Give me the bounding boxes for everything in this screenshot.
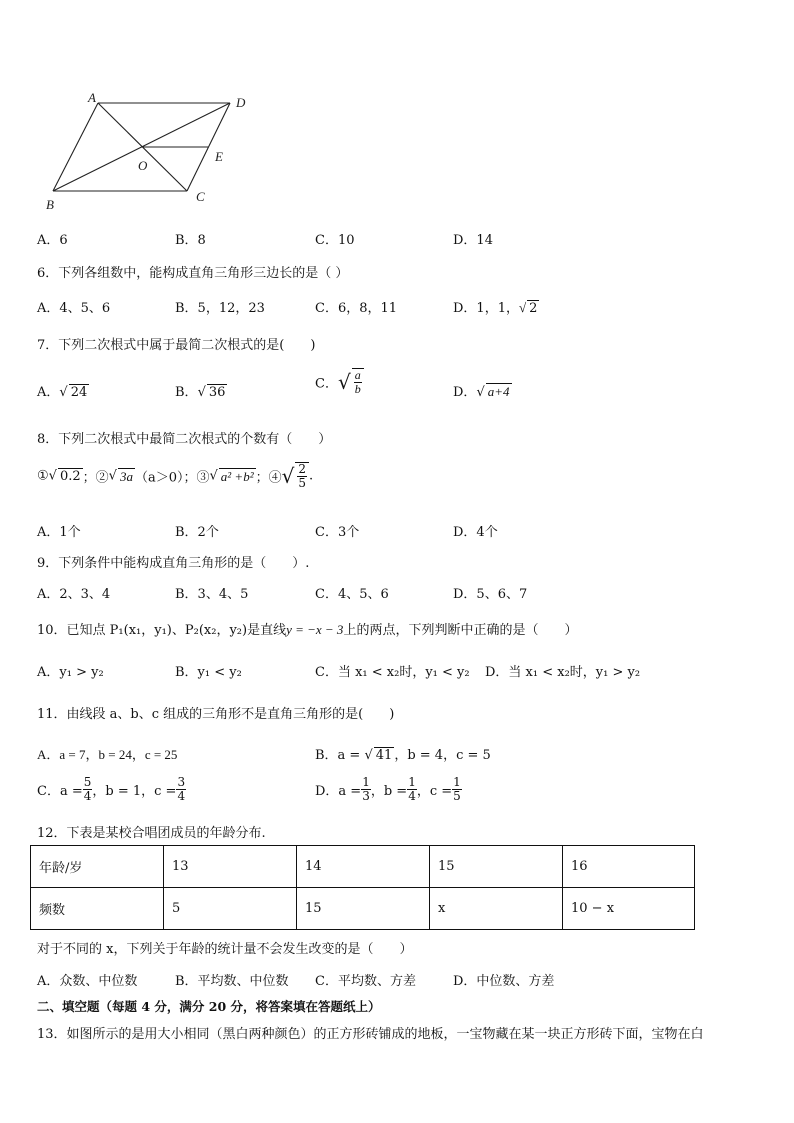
q8-r4-den: 5 xyxy=(298,476,307,490)
table-row xyxy=(31,888,695,930)
q11-option-a: A．a = 7，b = 24，c = 25 xyxy=(37,747,178,762)
q8-rad-3: a² +b² xyxy=(220,468,254,484)
q12-after: 对于不同的 x，下列关于年龄的统计量不会发生改变的是（ ） xyxy=(37,942,413,957)
q11-b-rad: 41 xyxy=(375,748,393,763)
q12-option-c: C．平均数、方差 xyxy=(315,974,416,989)
q7-option-a: A．√ 24 xyxy=(37,385,88,400)
q7-label-b: B． xyxy=(175,385,198,400)
q11-b-pre: B．a = xyxy=(315,748,365,763)
table-cell: 15 xyxy=(430,846,563,888)
q11-d-b-num: 1 xyxy=(408,775,416,789)
q8-end: . xyxy=(309,468,314,484)
q11-c-c-den: 4 xyxy=(177,789,186,803)
q10-option-a: A．y₁ > y₂ xyxy=(37,665,104,680)
q6-option-d: D．1，1，√ 2 xyxy=(453,300,538,316)
q8-text: 8．下列二次根式中最简二次根式的个数有（ ） xyxy=(37,432,332,447)
table-row xyxy=(31,846,695,888)
q10-option-b: B．y₁ < y₂ xyxy=(175,665,242,680)
q11-c-mid: ，b = 1，c = xyxy=(92,784,177,799)
q5-option-b: B．8 xyxy=(175,233,206,248)
q11-d-c-num: 1 xyxy=(453,775,461,789)
q11-option-b: B．a = √ 41 ，b = 4，c = 5 xyxy=(315,748,491,763)
q7-c-num: a xyxy=(354,368,361,382)
q11-option-c xyxy=(37,776,186,803)
q5-option-a: A．6 xyxy=(37,233,68,248)
section-heading: 二、填空题（每题 4 分，满分 20 分，将答案填在答题纸上） xyxy=(37,999,381,1014)
q5-option-d: D．14 xyxy=(453,233,493,248)
q7-label-a: A． xyxy=(37,385,60,400)
q7-option-c: C．√ $\frac{a}{b}$ xyxy=(315,368,364,396)
q11-c-c-num: 3 xyxy=(177,775,186,789)
q11-option-d xyxy=(315,776,462,803)
q7-text: 7．下列二次根式中属于最简二次根式的是( ) xyxy=(37,338,316,353)
q8-option-d: D．4个 xyxy=(453,525,498,540)
q6-option-d-label: D．1，1， xyxy=(453,301,519,316)
q11-c-pre: C．a = xyxy=(37,784,83,799)
label-C: C xyxy=(196,189,205,204)
table-cell: 14 xyxy=(297,846,430,888)
q11-d-pre: D．a = xyxy=(315,784,362,799)
q6-option-b: B．5，12，23 xyxy=(175,301,265,316)
q10-line: y = −x − 3 xyxy=(286,622,344,637)
q11-d-mid1: ，b = xyxy=(370,784,408,799)
q8-rad-1: 0.2 xyxy=(59,469,81,484)
table-cell: x xyxy=(430,888,563,930)
table-cell: 10 − x xyxy=(563,888,695,930)
table-cell: 15 xyxy=(297,888,430,930)
q11-c-a-num: 5 xyxy=(83,775,92,789)
q8-option-a: A．1个 xyxy=(37,525,81,540)
q8-item-1-mark: ① xyxy=(37,468,49,484)
q6-option-a: A．4、5、6 xyxy=(37,301,111,316)
q11-b-post: ，b = 4，c = 5 xyxy=(394,748,491,763)
q8-items: ①√ 0.2 ；②√ 3a （a＞0）；③√ a² +b² ；④√ $\frac{2}{5}$ . xyxy=(37,462,314,490)
q8-r4-num: 2 xyxy=(298,462,307,476)
q11-d-c-den: 5 xyxy=(453,789,461,803)
table-cell: 13 xyxy=(164,846,297,888)
q10-option-d: D．当 x₁ < x₂时，y₁ > y₂ xyxy=(485,665,641,680)
q11-d-a-num: 1 xyxy=(362,775,370,789)
q11-c-a-den: 4 xyxy=(83,789,92,803)
table-cell: 5 xyxy=(164,888,297,930)
q6-option-c: C．6，8，11 xyxy=(315,301,398,316)
q11-d-mid2: ，c = xyxy=(416,784,453,799)
q7-rad-a: 24 xyxy=(70,385,88,400)
q6-sqrt-2: 2 xyxy=(529,301,538,316)
q5-option-c: C．10 xyxy=(315,233,355,248)
q7-label-c: C． xyxy=(315,376,338,392)
q7-option-b: B．√ 36 xyxy=(175,385,226,400)
parallelogram-figure xyxy=(40,88,270,213)
table-cell: 16 xyxy=(563,846,695,888)
label-B: B xyxy=(46,197,54,212)
q10-option-c: C．当 x₁ < x₂时，y₁ < y₂ xyxy=(315,665,470,680)
q12-text: 12．下表是某校合唱团成员的年龄分布. xyxy=(37,826,266,841)
q8-option-b: B．2个 xyxy=(175,525,219,540)
q13-text: 13．如图所示的是用大小相同（黑白两种颜色）的正方形砖铺成的地板，一宝物藏在某一块正方形砖下面，宝物在白 xyxy=(37,1027,704,1042)
q9-text: 9．下列条件中能构成直角三角形的是（ ）. xyxy=(37,556,310,571)
q8-option-c: C．3个 xyxy=(315,525,360,540)
q7-rad-d: a+4 xyxy=(487,384,510,399)
q11-d-b-den: 4 xyxy=(408,789,416,803)
label-D: D xyxy=(236,95,246,110)
q8-item-3-mark: （a＞0）；③ xyxy=(134,470,210,486)
q10-text xyxy=(37,619,577,638)
table-cell: 年龄/岁 xyxy=(31,846,164,888)
q7-label-d: D． xyxy=(453,385,477,400)
q9-option-d: D．5、6、7 xyxy=(453,587,528,602)
q8-item-2-mark: ；② xyxy=(82,470,109,486)
q7-c-den: b xyxy=(354,382,361,396)
q7-option-d: D．√ a+4 xyxy=(453,384,510,400)
q10-text-pre: 10．已知点 P₁(x₁，y₁)、P₂(x₂，y₂)是直线 xyxy=(37,623,287,638)
label-O: O xyxy=(138,158,148,173)
q12-option-a: A．众数、中位数 xyxy=(37,974,138,989)
q6-text: 6．下列各组数中，能构成直角三角形三边长的是（ ） xyxy=(37,266,349,281)
q12-option-d: D．中位数、方差 xyxy=(453,974,555,989)
q9-option-b: B．3、4、5 xyxy=(175,587,249,602)
q8-rad-2: 3a xyxy=(119,468,133,484)
table-cell: 频数 xyxy=(31,888,164,930)
q9-option-a: A．2、3、4 xyxy=(37,587,111,602)
age-distribution-table xyxy=(30,845,695,930)
label-E: E xyxy=(215,149,223,164)
label-A: A xyxy=(88,90,96,105)
q11-d-a-den: 3 xyxy=(362,789,370,803)
q7-rad-b: 36 xyxy=(208,385,226,400)
q9-option-c: C．4、5、6 xyxy=(315,587,389,602)
q10-text-post: 上的两点，下列判断中正确的是（ ） xyxy=(343,623,578,638)
q12-option-b: B．平均数、中位数 xyxy=(175,974,289,989)
q11-text: 11．由线段 a、b、c 组成的三角形不是直角三角形的是( ) xyxy=(37,707,395,722)
q8-item-4-mark: ；④ xyxy=(255,470,282,486)
